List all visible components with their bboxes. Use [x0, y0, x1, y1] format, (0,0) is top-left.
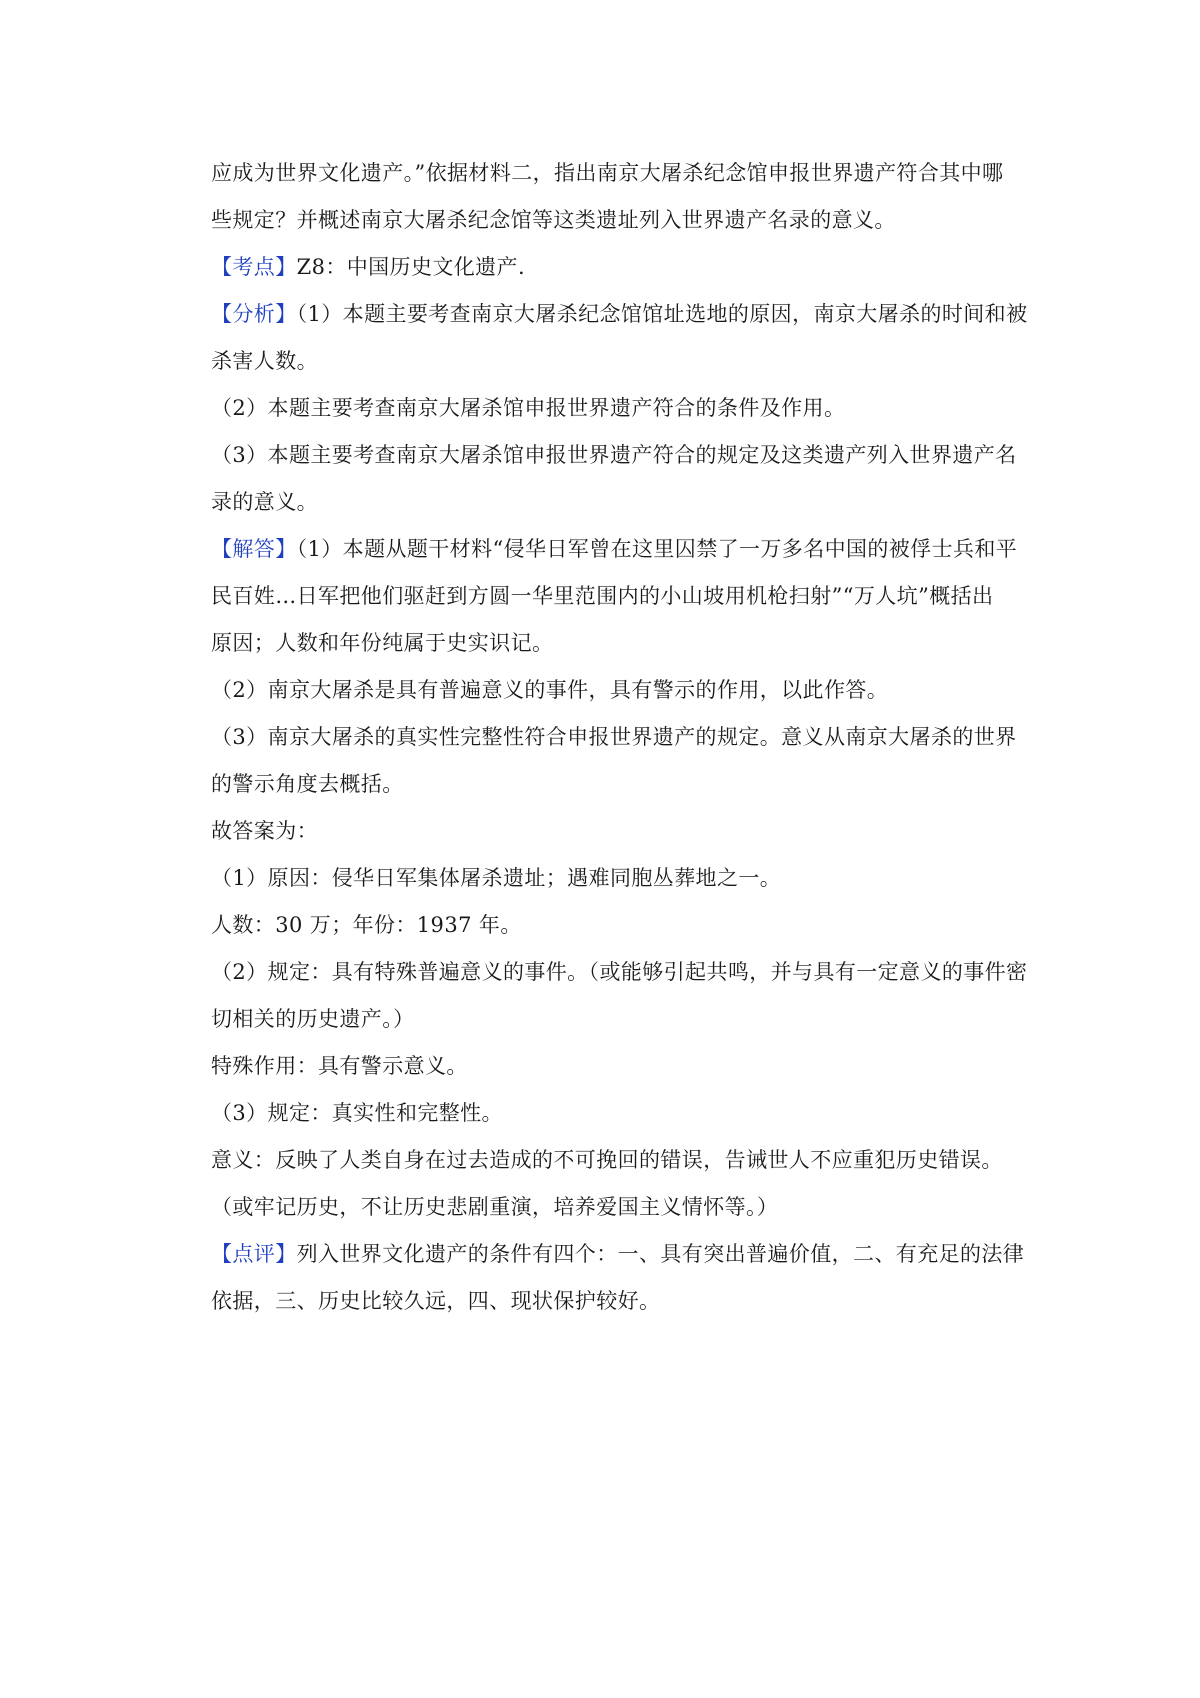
- kaodian-text: Z8：中国历史文化遗产.: [296, 255, 526, 279]
- document-body: [211, 150, 1031, 1325]
- jieda-p3-line2: 的警示角度去概括。: [211, 772, 404, 796]
- answer-3-note: （或牢记历史，不让历史悲剧重演，培养爱国主义情怀等。）: [211, 1195, 779, 1219]
- dianping-tag: 【点评】: [211, 1242, 297, 1266]
- fenxi-p2: （2）本题主要考查南京大屠杀馆申报世界遗产符合的条件及作用。: [211, 396, 846, 420]
- answer-1: （1）原因：侵华日军集体屠杀遗址；遇难同胞丛葬地之一。: [211, 866, 782, 890]
- kaodian-paragraph: [211, 244, 1031, 291]
- dianping-line2: 依据，三、历史比较久远，四、现状保护较好。: [211, 1289, 661, 1313]
- fenxi-p1-line1: （1）本题主要考查南京大屠杀纪念馆馆址选地的原因，南京大屠杀的时间和被: [296, 302, 1028, 326]
- answer-3: （3）规定：真实性和完整性。: [211, 1101, 503, 1125]
- jieda-p1-line1: （1）本题从题干材料“侵华日军曾在这里囚禁了一万多名中国的被俘士兵和平: [296, 537, 1018, 561]
- dianping-line1: 列入世界文化遗产的条件有四个：一、具有突出普遍价值，二、有充足的法律: [296, 1242, 1025, 1266]
- fenxi-p1-line2: 杀害人数。: [211, 349, 318, 373]
- jieda-p2: （2）南京大屠杀是具有普遍意义的事件，具有警示的作用，以此作答。: [211, 678, 889, 702]
- answer-2-line1: （2）规定：具有特殊普遍意义的事件。（或能够引起共鸣，并与具有一定意义的事件密: [211, 960, 1028, 984]
- answer-heading: 故答案为：: [211, 819, 318, 843]
- intro-line-2: 些规定？并概述南京大屠杀纪念馆等这类遗址列入世界遗产名录的意义。: [211, 208, 896, 232]
- jieda-tag: 【解答】: [211, 537, 297, 561]
- fenxi-tag: 【分析】: [211, 302, 297, 326]
- jieda-p1-line2: 民百姓…日军把他们驱赶到方圆一华里范围内的小山坡用机枪扫射”“万人坑”概括出: [211, 584, 994, 608]
- fenxi-p3-line1: （3）本题主要考查南京大屠杀馆申报世界遗产符合的规定及这类遗产列入世界遗产名: [211, 443, 1017, 467]
- answer-3-meaning: 意义：反映了人类自身在过去造成的不可挽回的错误，告诫世人不应重犯历史错误。: [211, 1148, 1003, 1172]
- dianping-paragraph: [211, 1231, 1031, 1278]
- answer-2-effect: 特殊作用：具有警示意义。: [211, 1054, 468, 1078]
- intro-line-1: 应成为世界文化遗产。”依据材料二，指出南京大屠杀纪念馆申报世界遗产符合其中哪: [211, 161, 1004, 185]
- fenxi-paragraph: [211, 291, 1031, 338]
- answer-2-line2: 切相关的历史遗产。）: [211, 1007, 415, 1031]
- jieda-p1-line3: 原因；人数和年份纯属于史实识记。: [211, 631, 554, 655]
- jieda-p3-line1: （3）南京大屠杀的真实性完整性符合申报世界遗产的规定。意义从南京大屠杀的世界: [211, 725, 1017, 749]
- fenxi-p3-line2: 录的意义。: [211, 490, 318, 514]
- kaodian-tag: 【考点】: [211, 255, 297, 279]
- answer-1-count: 人数：30 万；年份：1937 年。: [211, 913, 522, 937]
- jieda-paragraph: [211, 526, 1031, 573]
